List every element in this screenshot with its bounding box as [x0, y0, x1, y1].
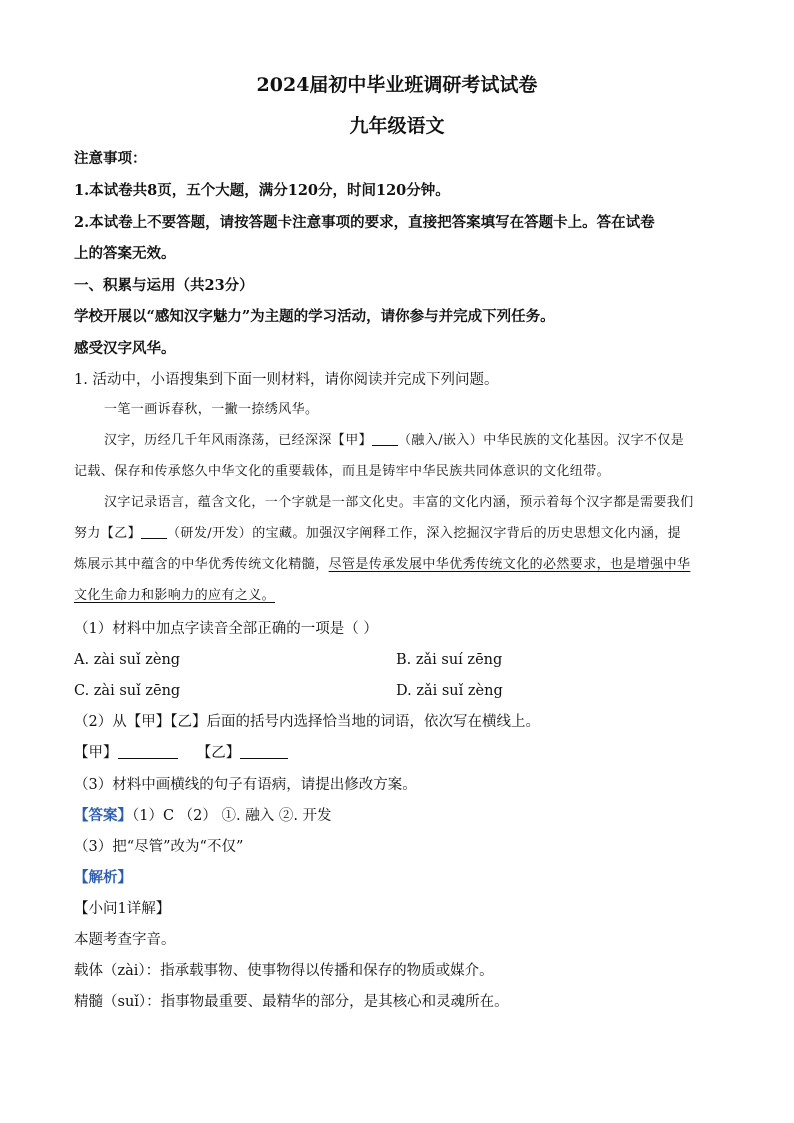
question-1-3: （3）材料中画横线的句子有语病，请提出修改方案。 [74, 777, 417, 793]
material-paragraph-1: 一笔一画诉春秋，一撇一捺绣风华。 [104, 402, 319, 417]
jia-label: 【甲】 [74, 745, 118, 761]
answer-blanks [74, 743, 288, 763]
material-paragraph-3-line2 [74, 524, 681, 544]
option-c: C. zài suǐ zēng [74, 683, 181, 699]
answer-label: 【答案】 [74, 807, 132, 824]
material-text: 汉字，历经几千年风雨涤荡，已经深深【甲】 [104, 433, 373, 448]
notice-item-2: 2.本试卷上不要答题，请按答题卡注意事项的要求，直接把答案填写在答题卡上。答在试卷 [74, 214, 655, 231]
section-subheading: 感受汉字风华。 [74, 340, 176, 357]
answer-text: （1）C （2） ①. 融入 ②. 开发 [132, 808, 332, 824]
blank-yi [141, 524, 167, 539]
question-1-2: （2）从【甲】【乙】后面的括号内选择恰当地的词语，依次写在横线上。 [74, 714, 540, 730]
yi-blank [240, 744, 288, 759]
yi-label: 【乙】 [196, 745, 241, 761]
analysis-label: 【解析】 [74, 869, 132, 886]
material-text: （融入/嵌入）中华民族的文化基因。汉字不仅是 [398, 433, 685, 448]
option-d: D. zǎi suǐ zèng [396, 683, 503, 699]
question-1-stem: 1. 活动中，小语搜集到下面一则材料，请你阅读并完成下列问题。 [74, 372, 499, 388]
material-paragraph-3-line3 [74, 555, 690, 575]
subject-title: 九年级语文 [349, 115, 445, 137]
material-text: 炼展示其中蕴含的中华优秀传统文化精髓， [74, 557, 329, 572]
answer-line [74, 806, 332, 826]
underlined-sentence-cont: 文化生命力和影响力的应有之义。 [74, 588, 276, 603]
analysis-line-1: 本题考查字音。 [74, 932, 176, 948]
material-text: 努力【乙】 [74, 526, 142, 541]
analysis-line-3: 精髓（suǐ）：指事物最重要、最精华的部分，是其核心和灵魂所在。 [74, 994, 509, 1010]
option-b: B. zǎi suí zēng [396, 652, 503, 668]
section-intro: 学校开展以“感知汉字魅力”为主题的学习活动，请你参与并完成下列任务。 [74, 308, 555, 325]
material-paragraph-2 [104, 431, 684, 451]
blank-jia [372, 431, 398, 446]
exam-title: 2024届初中毕业班调研考试试卷 [256, 74, 538, 96]
underlined-sentence: 尽管是传承发展中华优秀传统文化的必然要求，也是增强中华 [328, 557, 691, 572]
section-heading: 一、积累与运用（共23分） [74, 277, 254, 294]
notice-item-1: 1.本试卷共8页，五个大题，满分120分，时间120分钟。 [74, 182, 450, 199]
material-paragraph-3: 汉字记录语言，蕴含文化，一个字就是一部文化史。丰富的文化内涵，预示着每个汉字都是需要我们 [104, 495, 694, 510]
option-a: A. zài suǐ zèng [74, 652, 181, 668]
jia-blank [118, 744, 178, 759]
question-1-1: （1）材料中加点字读音全部正确的一项是（ ） [74, 621, 378, 637]
material-paragraph-2-cont: 记载、保存和传承悠久中华文化的重要载体，而且是铸牢中华民族共同体意识的文化纽带。 [74, 464, 611, 479]
analysis-detail-heading: 【小问1详解】 [74, 901, 171, 917]
analysis-line-2: 载体（zài）：指承载事物、使事物得以传播和保存的物质或媒介。 [74, 963, 494, 979]
notice-heading: 注意事项： [74, 150, 147, 167]
notice-item-2-cont: 上的答案无效。 [74, 245, 176, 262]
material-text: （研发/开发）的宝藏。加强汉字阐释工作，深入挖掘汉字背后的历史思想文化内涵，提 [167, 526, 681, 541]
answer-line-3: （3）把“尽管”改为“不仅” [74, 839, 244, 855]
